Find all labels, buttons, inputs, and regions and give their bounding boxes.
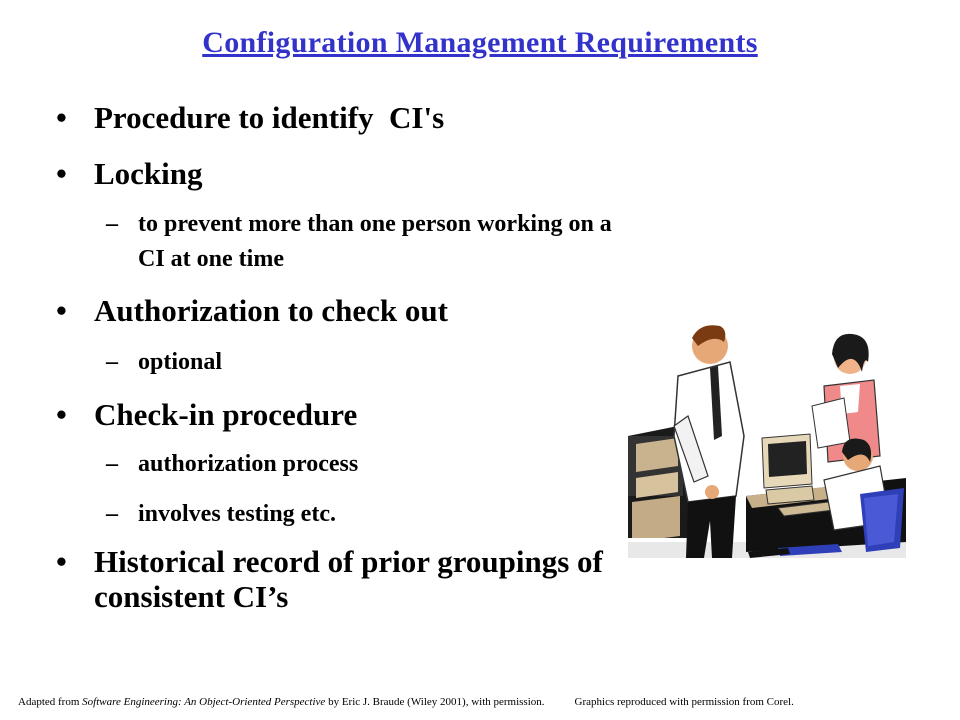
subbullet-authorization-process: – authorization process: [106, 451, 359, 477]
footer-credit: Adapted from Software Engineering: An Object-Oriented Perspective by Eric J. Braude (Wiley 2001), with permission. Graphics reproduced with permission from Corel.: [18, 696, 794, 708]
graphics-credit: Graphics reproduced with permission from Corel.: [574, 696, 794, 708]
bullet-checkin-procedure: • Check-in procedure: [56, 397, 358, 432]
book-title: Software Engineering: An Object-Oriented Perspective: [82, 696, 326, 708]
bullet-historical-record: • Historical record of prior groupings of consistent CI’s: [56, 544, 603, 614]
slide-title: Configuration Management Requirements: [202, 26, 758, 59]
subbullet-prevent-concurrent: – to prevent more than one person working on a CI at one time: [106, 211, 612, 272]
bullet-identify-cis: • Procedure to identify CI's: [56, 100, 445, 135]
bullet-authorization-checkout: • Authorization to check out: [56, 293, 448, 328]
subbullet-involves-testing: – involves testing etc.: [106, 501, 336, 527]
bullet-locking: • Locking: [56, 156, 203, 191]
subbullet-optional: – optional: [106, 349, 223, 375]
office-workers-clipart: [628, 316, 906, 562]
